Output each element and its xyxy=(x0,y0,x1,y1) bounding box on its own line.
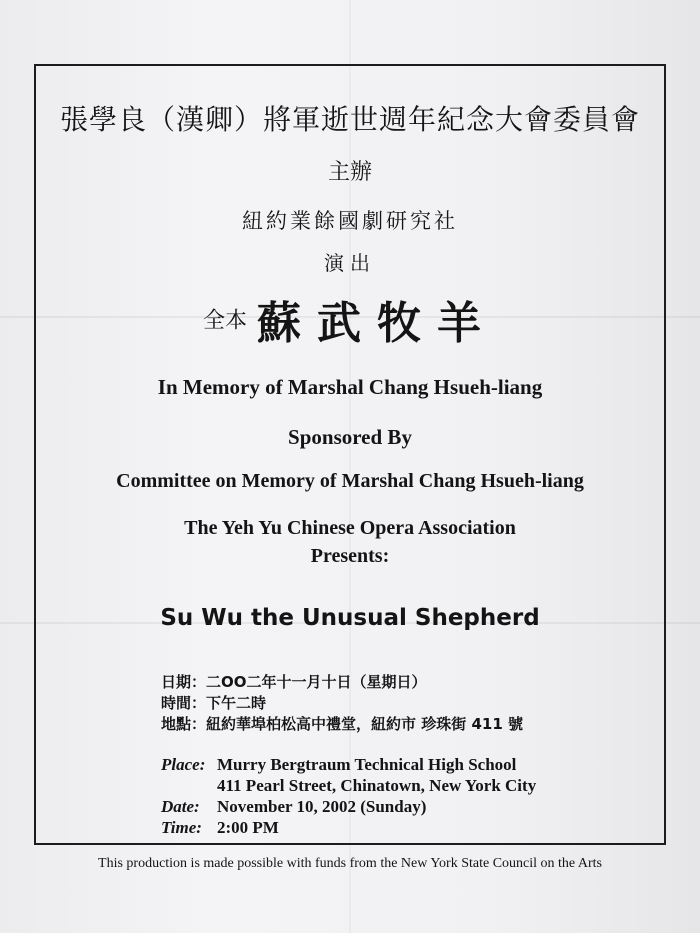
en-show-title: Su Wu the Unusual Shepherd xyxy=(160,605,540,631)
place-label: Place: xyxy=(161,755,206,774)
en-memory-heading: In Memory of Marshal Chang Hsueh-liang xyxy=(157,375,543,399)
en-presents-label: Presents: xyxy=(310,545,390,567)
place-line2: 411 Pearl Street, Chinatown, New York City xyxy=(217,776,537,795)
date-value: November 10, 2002 (Sunday) xyxy=(217,797,427,816)
cn-sponsor-label: 主辦 xyxy=(327,160,372,185)
place-line1: Murry Bergtraum Technical High School xyxy=(217,755,517,774)
en-time-row xyxy=(161,817,536,838)
cn-play-name: 蘇武牧羊 xyxy=(257,298,497,349)
en-association-name: The Yeh Yu Chinese Opera Association xyxy=(184,517,516,539)
cn-perform-label: 演出 xyxy=(324,251,376,275)
cn-troupe-name: 紐約業餘國劇研究社 xyxy=(242,209,458,233)
cn-committee-heading: 張學良（漢卿）將軍逝世週年紀念大會委員會 xyxy=(59,103,640,136)
en-date-row xyxy=(161,796,536,817)
cn-play-title xyxy=(0,287,700,347)
cn-time-line: 時間：下午二時 xyxy=(161,694,267,712)
en-place-row xyxy=(161,754,536,775)
time-value: 2:00 PM xyxy=(217,818,279,837)
date-label: Date: xyxy=(161,797,200,816)
cn-date-line: 日期：二OO二年十一月十日（星期日） xyxy=(161,673,427,691)
time-label: Time: xyxy=(161,818,202,837)
cn-event-details xyxy=(161,672,523,735)
en-committee-name: Committee on Memory of Marshal Chang Hsueh-liang xyxy=(116,470,584,492)
en-event-details xyxy=(161,754,536,838)
cn-place-line: 地點：紐約華埠柏松高中禮堂，紐約市 珍珠街 411 號 xyxy=(161,715,523,733)
en-sponsored-by: Sponsored By xyxy=(288,425,412,449)
funding-footer: This production is made possible with funds from the New York State Council on the Arts xyxy=(98,856,602,871)
cn-play-prefix: 全本 xyxy=(202,308,247,334)
